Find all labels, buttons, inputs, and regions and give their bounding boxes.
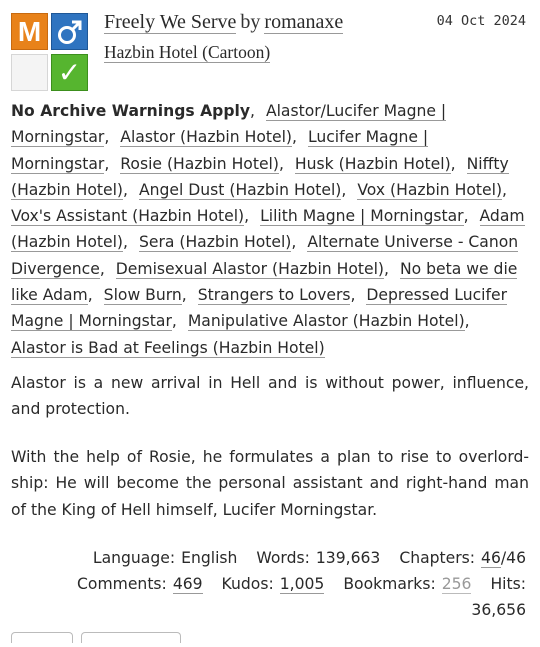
kudos-link[interactable]: 1,005 (279, 575, 325, 593)
language-label: Language: (92, 549, 176, 567)
tag-separator: , (99, 259, 105, 278)
required-tags (11, 13, 89, 89)
hits-label: Hits: (490, 575, 526, 593)
tag-separator: , (350, 286, 356, 305)
chapters-label: Chapters: (399, 549, 476, 567)
warning-tag[interactable]: No Archive Warnings Apply (11, 102, 250, 120)
no-warnings-icon[interactable] (11, 54, 48, 91)
tag-separator: , (463, 207, 469, 226)
by-label: by (240, 11, 261, 33)
tag-list (11, 98, 526, 361)
tag-separator: , (104, 154, 110, 173)
stats-row (56, 571, 526, 597)
tag-separator: , (341, 180, 347, 199)
comments-label: Comments: (77, 575, 167, 593)
work-stats (56, 545, 526, 623)
tag-link[interactable]: Sera (Hazbin Hotel) (138, 233, 292, 252)
complete-icon[interactable]: ✓ (51, 54, 88, 91)
summary-paragraph: Alastor is a new arrival in Hell and is without power, influence, and protection. (11, 374, 529, 419)
action-button[interactable] (81, 632, 181, 643)
publish-date: 04 Oct 2024 (436, 13, 526, 29)
tag-link[interactable]: Niffty (Hazbin Hotel) (11, 154, 509, 199)
stats-row (56, 545, 526, 571)
tag-link[interactable]: Slow Burn (103, 286, 182, 305)
fandom-line (104, 42, 270, 63)
fandom-link[interactable]: Hazbin Hotel (Cartoon) (104, 42, 271, 62)
tag-link[interactable]: Strangers to Lovers (197, 286, 351, 305)
tag-link[interactable]: Alastor is Bad at Feelings (Hazbin Hotel) (11, 338, 325, 357)
kudos-label: Kudos: (221, 575, 274, 593)
work-title-link[interactable]: Freely We Serve (104, 11, 237, 33)
tag-link[interactable]: Lilith Magne | Morningstar (260, 207, 464, 226)
mm-category-icon[interactable] (51, 13, 88, 50)
tag-link[interactable]: Alastor (Hazbin Hotel) (120, 128, 292, 147)
tag-separator: , (464, 312, 470, 331)
tag-link[interactable]: No beta we die like Adam (11, 259, 518, 305)
tag-separator: , (502, 180, 508, 199)
tag-link[interactable]: Vox's Assistant (Hazbin Hotel) (11, 207, 245, 226)
tag-link[interactable]: Alternate Universe - Canon Divergence (11, 233, 519, 278)
tag-separator: , (87, 286, 93, 305)
tag-link[interactable]: Demisexual Alastor (Hazbin Hotel) (115, 259, 385, 278)
tag-link[interactable]: Lucifer Magne | Morningstar (11, 128, 429, 173)
tag-separator: , (450, 154, 456, 173)
tag-separator: , (171, 312, 177, 331)
tag-separator: , (250, 102, 255, 120)
tag-separator: , (291, 233, 297, 252)
tag-link[interactable]: Rosie (Hazbin Hotel) (120, 154, 279, 173)
tag-link[interactable]: Vox (Hazbin Hotel) (357, 180, 503, 199)
tag-link[interactable]: Manipulative Alastor (Hazbin Hotel) (187, 312, 465, 331)
tag-link[interactable]: Depressed Lucifer Magne | Morningstar (11, 286, 507, 331)
tag-link[interactable]: Angel Dust (Hazbin Hotel) (138, 180, 342, 199)
tag-link[interactable]: Alastor/Lucifer Magne | Morningstar (11, 102, 447, 147)
action-button[interactable] (11, 632, 73, 643)
tag-separator: , (123, 180, 128, 199)
chapters-current-link[interactable]: 46 (481, 549, 501, 567)
bookmarks-label: Bookmarks: (343, 575, 436, 593)
tag-separator: , (104, 128, 110, 147)
tag-link[interactable]: Adam (Hazbin Hotel) (11, 207, 525, 252)
tag-separator: , (244, 207, 250, 226)
tag-separator: , (278, 154, 284, 173)
work-heading (104, 11, 343, 34)
action-buttons (11, 628, 189, 647)
words-value: 139,663 (315, 549, 381, 567)
summary-paragraph: With the help of Rosie, he formulates a plan to rise to overlord-ship: He will become the personal assistant and right-hand man of the King of Hell himself, Lucifer Morningstar. (11, 448, 529, 519)
mature-rating-icon[interactable]: M (11, 13, 48, 50)
language-value: English (181, 549, 238, 567)
stats-row (56, 597, 526, 623)
words-label: Words: (256, 549, 310, 567)
hits-value: 36,656 (471, 601, 526, 619)
chapters-total: /46 (500, 549, 526, 567)
tag-separator: , (181, 286, 187, 305)
tag-separator: , (292, 128, 297, 147)
bookmarks-link[interactable]: 256 (441, 575, 472, 593)
tag-separator: , (384, 259, 389, 278)
comments-link[interactable]: 469 (172, 575, 203, 593)
tag-separator: , (123, 233, 128, 252)
tag-link[interactable]: Husk (Hazbin Hotel) (294, 154, 451, 173)
author-link[interactable]: romanaxe (264, 11, 344, 33)
